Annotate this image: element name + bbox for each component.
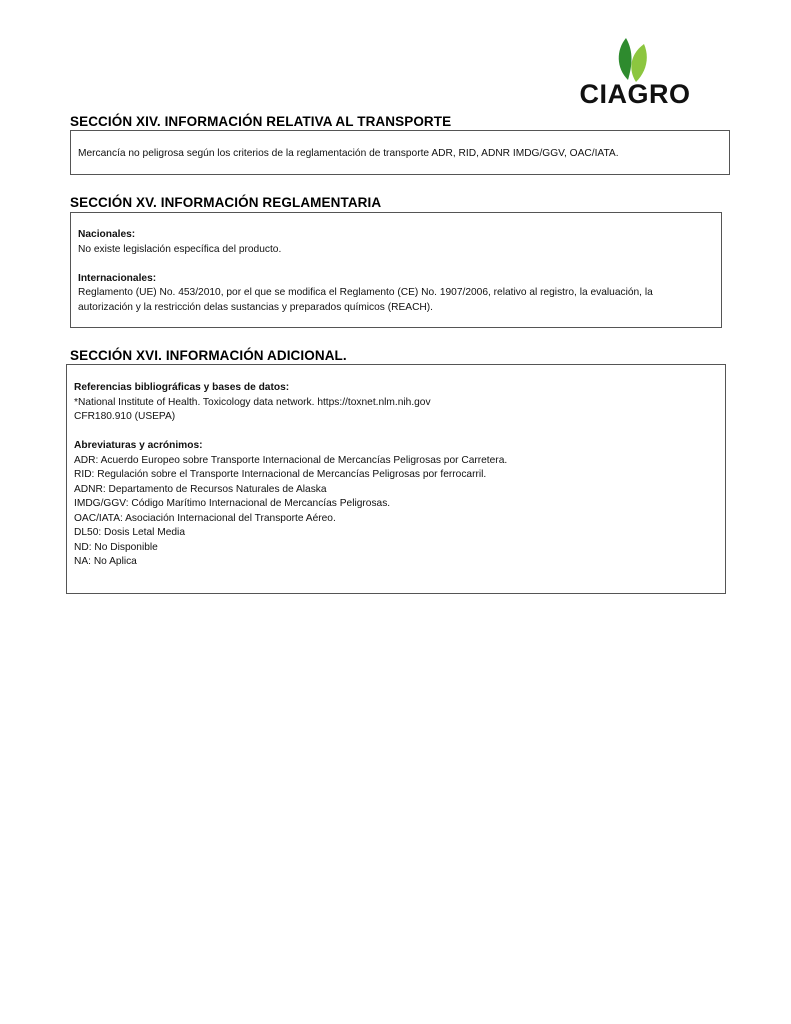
nacionales-label: Nacionales: xyxy=(78,229,136,240)
section-14-title: SECCIÓN XIV. INFORMACIÓN RELATIVA AL TRANSPORTE xyxy=(70,114,452,129)
ref-item: *National Institute of Health. Toxicology data network. https://toxnet.nlm.nih.gov xyxy=(74,396,431,408)
ciagro-logo xyxy=(556,36,714,108)
brand-name: CIAGRO xyxy=(579,79,691,108)
abbr-item: NA: No Aplica xyxy=(74,556,137,567)
internacionales-label: Internacionales: xyxy=(78,272,157,284)
abbr-item: ADNR: Departamento de Recursos Naturales de Alaska xyxy=(74,483,327,495)
leaf-icon xyxy=(556,36,714,108)
ref-item: CFR180.910 (USEPA) xyxy=(74,411,176,422)
abbr-item: ND: No Disponible xyxy=(74,541,158,553)
section-14-box xyxy=(70,130,730,175)
section-16-title: SECCIÓN XVI. INFORMACIÓN ADICIONAL. xyxy=(70,348,347,363)
section-15-box xyxy=(70,212,722,328)
section-14-text: Mercancía no peligrosa según los criterios de la reglamentación de transporte ADR, RID, ADNR IMDG/GGV, OAC/IATA. xyxy=(78,148,619,159)
abbr-item: ADR: Acuerdo Europeo sobre Transporte Internacional de Mercancías Peligrosas por Carretera. xyxy=(74,454,508,466)
abbr-item: IMDG/GGV: Código Marítimo Internacional de Mercancías Peligrosas. xyxy=(74,498,391,509)
refs-label: Referencias bibliográficas y bases de datos: xyxy=(74,382,290,393)
section-16-box xyxy=(66,364,726,594)
section-15-content xyxy=(78,228,718,315)
abbr-item: DL50: Dosis Letal Media xyxy=(74,527,185,538)
nacionales-text: No existe legislación específica del producto. xyxy=(78,243,282,255)
section-16-content xyxy=(74,381,719,570)
abbr-item: OAC/IATA: Asociación Internacional del Transporte Aéreo. xyxy=(74,512,336,524)
internacionales-line-1: Reglamento (UE) No. 453/2010, por el que se modifica el Reglamento (CE) No. 1907/2006, relativo al registro, la evaluación, la xyxy=(78,287,653,298)
section-15-title: SECCIÓN XV. INFORMACIÓN REGLAMENTARIA xyxy=(70,195,382,210)
abbr-item: RID: Regulación sobre el Transporte Internacional de Mercancías Peligrosas por ferrocarril. xyxy=(74,469,487,480)
internacionales-line-2: autorización y la restricción delas sustancias y preparados químicos (REACH). xyxy=(78,301,434,313)
abbr-label: Abreviaturas y acrónimos: xyxy=(74,440,203,451)
